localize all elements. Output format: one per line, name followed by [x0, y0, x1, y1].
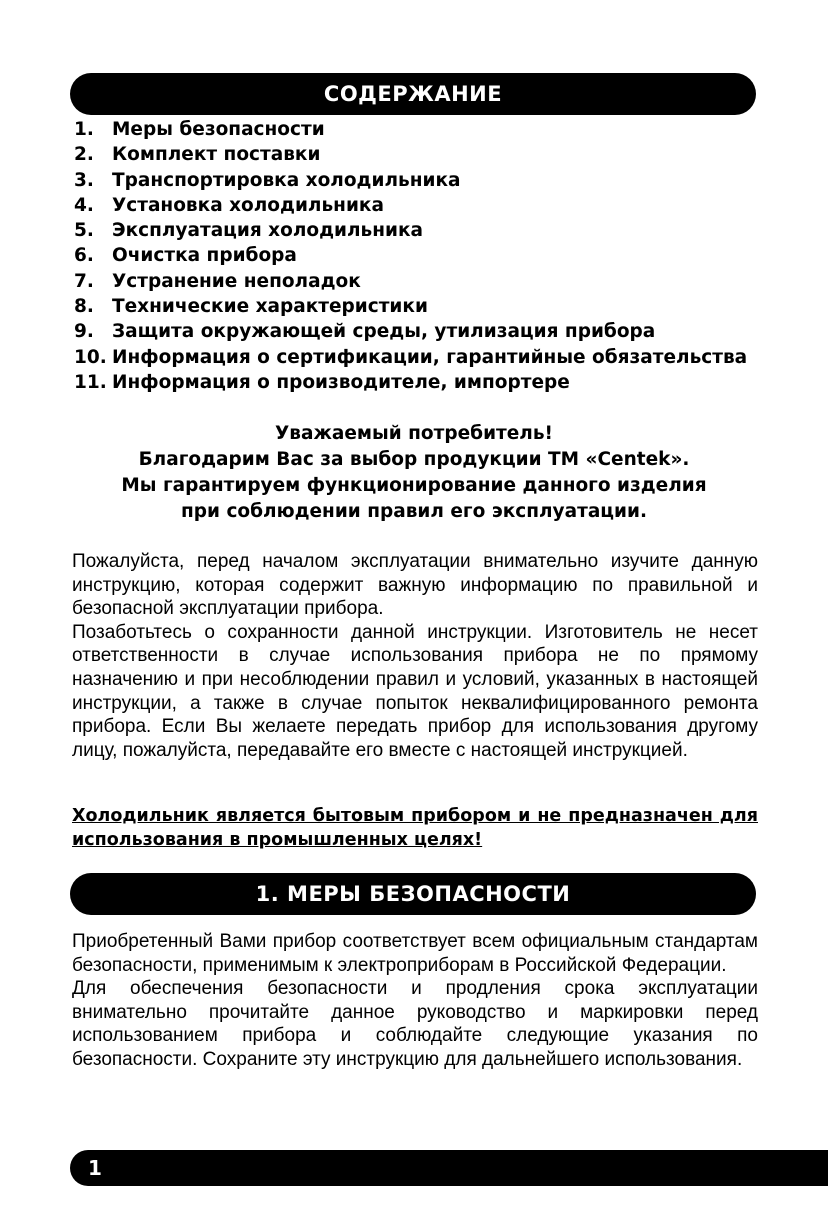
- toc-item: [74, 370, 774, 395]
- toc-item: [74, 294, 774, 319]
- toc-item-number: 11.: [74, 371, 107, 393]
- toc-item-label: Установка холодильника: [112, 194, 384, 216]
- toc-list: [74, 117, 774, 395]
- toc-item-label: Защита окружающей среды, утилизация прибора: [112, 321, 656, 343]
- greeting-line: Мы гарантируем функционирование данного изделия: [121, 475, 707, 496]
- toc-item: [74, 142, 774, 167]
- toc-item-number: 3.: [74, 169, 94, 191]
- section-title-bar: [70, 873, 756, 915]
- toc-item-number: 8.: [74, 296, 94, 318]
- toc-item-number: 7.: [74, 270, 94, 292]
- safety-paragraph: Для обеспечения безопасности и продления срока эксплуатации внимательно прочитайте данное руководство и маркировки перед использованием прибора и соблюдайте следующие указания по безопасности. Сохраните эту инструкцию для дальнейшего использования.: [72, 978, 758, 1070]
- toc-item-label: Эксплуатация холодильника: [112, 220, 424, 242]
- toc-item-label: Технические характеристики: [112, 296, 428, 318]
- toc-item-number: 2.: [74, 144, 94, 166]
- warning-note: Холодильник является бытовым прибором и не предназначен для использования в промышленных целях!: [72, 806, 758, 850]
- toc-title-bar: [70, 73, 756, 115]
- safety-paragraph: Приобретенный Вами прибор соответствует всем официальным стандартам безопасности, применимым к электроприборам в Российской Федерации.: [72, 931, 758, 976]
- toc-item-number: 4.: [74, 194, 94, 216]
- toc-item-label: Транспортировка холодильника: [112, 169, 461, 191]
- toc-item-number: 9.: [74, 321, 94, 343]
- greeting-line: при соблюдении правил его эксплуатации.: [181, 501, 647, 522]
- greeting-line: Благодарим Вас за выбор продукции ТМ «Centek».: [138, 449, 690, 470]
- toc-item-label: Меры безопасности: [112, 119, 325, 140]
- toc-item-label: Информация о производителе, импортере: [112, 371, 570, 393]
- footer-bar: [70, 1150, 828, 1186]
- toc-item: [74, 168, 774, 193]
- toc-title: СОДЕРЖАНИЕ: [323, 82, 503, 106]
- intro-paragraph: Позаботьтесь о сохранности данной инструкции. Изготовитель не несет ответственности в случае использования прибора не по прямому назначению и при несоблюдении правил и условий, указанных в настоящей инструкции, а также в случае попыток неквалифицированного ремонта прибора. Если Вы желаете передать прибор для использования другому лицу, пожалуйста, передавайте его вместе с настоящей инструкцией.: [72, 621, 758, 761]
- toc-item-number: 1.: [74, 119, 94, 140]
- toc-item: [74, 243, 774, 268]
- toc-item: [74, 345, 774, 370]
- section-title: 1. МЕРЫ БЕЗОПАСНОСТИ: [255, 882, 571, 906]
- toc-item: [74, 218, 774, 243]
- toc-item-label: Комплект поставки: [112, 144, 321, 166]
- greeting-block: [60, 421, 768, 525]
- toc-item-label: Информация о сертификации, гарантийные обязательства: [112, 346, 748, 368]
- toc-item: [74, 193, 774, 218]
- toc-item: [74, 117, 774, 142]
- toc-item-number: 5.: [74, 220, 94, 242]
- toc-item-number: 6.: [74, 245, 94, 267]
- toc-item: [74, 319, 774, 344]
- safety-text: [72, 930, 758, 1072]
- greeting-line: Уважаемый потребитель!: [275, 423, 553, 444]
- toc-item: [74, 269, 774, 294]
- toc-item-number: 10.: [74, 346, 107, 368]
- toc-item-label: Очистка прибора: [112, 245, 297, 267]
- toc-item-label: Устранение неполадок: [112, 270, 361, 292]
- intro-paragraph: Пожалуйста, перед началом эксплуатации внимательно изучите данную инструкцию, которая содержит важную информацию по правильной и безопасной эксплуатации прибора.: [72, 551, 758, 620]
- page-number: 1: [88, 1156, 102, 1180]
- intro-text: [72, 550, 758, 762]
